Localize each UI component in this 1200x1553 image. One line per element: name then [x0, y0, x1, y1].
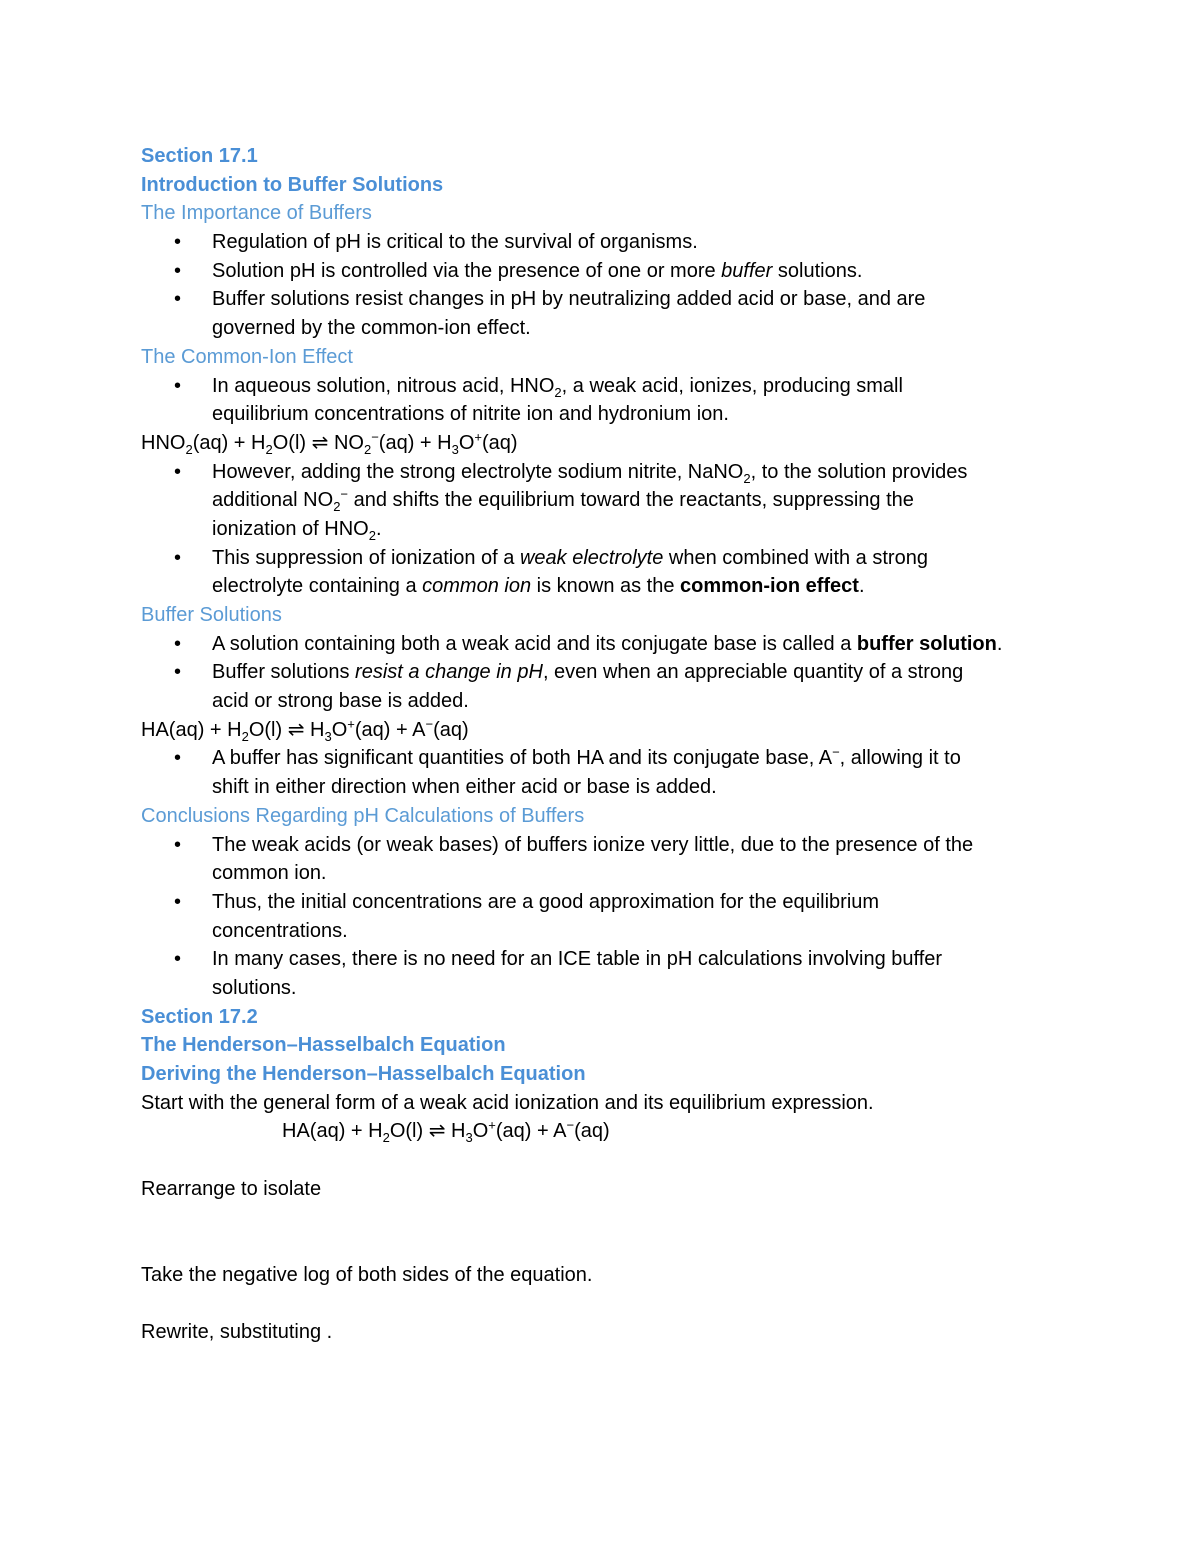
spacer	[141, 1232, 1061, 1261]
list-item-text: Buffer solutions resist changes in pH by neutralizing added acid or base, and are	[212, 288, 926, 311]
list-item-text: .	[858, 575, 865, 598]
list-item-text: , to the solution provides	[750, 460, 968, 483]
equilibrium-arrow-icon: ⇌	[311, 431, 329, 454]
list-item-text: , allowing it to	[839, 747, 961, 770]
list-item-text: , even when an appreciable quantity of a strong	[542, 661, 964, 684]
list-item	[141, 285, 1061, 314]
section-number: Section 17.2	[141, 1005, 258, 1028]
bullet-icon: •	[174, 374, 182, 397]
bullet-icon: •	[174, 259, 182, 282]
section-title: Introduction to Buffer Solutions	[141, 173, 444, 196]
subheading-conclusions: Conclusions Regarding pH Calculations of Buffers	[141, 804, 585, 827]
spacer	[141, 1203, 1061, 1232]
document-body	[141, 142, 1061, 1347]
subheading-importance: The Importance of Buffers	[141, 202, 372, 225]
list-item	[141, 458, 1061, 487]
list-item-continuation	[141, 314, 1061, 343]
subscript: 2	[368, 527, 376, 543]
list-item-text: ionization of HNO	[212, 517, 369, 540]
list-item	[141, 658, 1061, 687]
emphasis-text: common ion	[422, 575, 532, 598]
list-item-text: Solution pH is controlled via the presence of one or more	[212, 259, 722, 282]
list-item-text: , a weak acid, ionizes, producing small	[561, 374, 903, 397]
list-item-text: concentrations.	[212, 919, 348, 942]
spacer	[141, 1146, 1061, 1175]
emphasis-text: weak electrolyte	[519, 546, 664, 569]
list-item-text: This suppression of ionization of a	[212, 546, 520, 569]
bullet-icon: •	[174, 460, 182, 483]
section-number: Section 17.1	[141, 145, 258, 167]
derivation-step: Take the negative log of both sides of the equation.	[141, 1263, 593, 1286]
list-item-text: The weak acids (or weak bases) of buffers ionize very little, due to the presence of the	[212, 833, 974, 856]
emphasis-text: buffer	[721, 259, 773, 282]
equilibrium-arrow-icon: ⇌	[287, 718, 305, 741]
chemical-equation-hno2: $HNO_2(aq) + H_2O(l)$ ⇌ $NO_2^-(aq) + H_3O^+(aq)$	[141, 429, 518, 457]
list-item-text: electrolyte containing a	[212, 575, 423, 598]
derivation-step: Rearrange to isolate	[141, 1177, 322, 1200]
strong-text: buffer solution	[856, 632, 997, 655]
list-item-text: shift in either direction when either acid or base is added.	[212, 776, 717, 799]
list-item	[141, 228, 1061, 257]
bullet-icon: •	[174, 833, 182, 856]
list-item-text: additional NO	[212, 489, 334, 512]
list-item-text: In many cases, there is no need for an ICE table in pH calculations involving buffer	[212, 948, 943, 971]
list-item-continuation	[141, 515, 1061, 544]
list-item	[141, 630, 1061, 659]
bullet-icon: •	[174, 747, 182, 770]
bullet-icon: •	[174, 288, 182, 311]
derivation-step: Start with the general form of a weak acid ionization and its equilibrium expression.	[141, 1091, 874, 1114]
list-item	[141, 888, 1061, 917]
emphasis-text: resist a change in pH	[355, 661, 543, 684]
list-item-text: Thus, the initial concentrations are a good approximation for the equilibrium	[212, 890, 880, 913]
list-item	[141, 831, 1061, 860]
list-item-text: solutions.	[772, 259, 863, 282]
list-item-text: common ion.	[212, 862, 327, 885]
list-item-continuation	[141, 400, 1061, 429]
bullet-icon: •	[174, 661, 182, 684]
subscript: 2	[743, 470, 751, 486]
list-item-text: Buffer solutions	[212, 661, 356, 684]
list-item-text: .	[996, 632, 1003, 655]
list-item-text: solutions.	[212, 976, 297, 999]
list-item-text: is known as the	[531, 575, 681, 598]
list-item-continuation	[141, 974, 1061, 1003]
derivation-step: Rewrite, substituting .	[141, 1321, 333, 1344]
list-item-text: A buffer has significant quantities of both HA and its conjugate base, A	[212, 747, 833, 770]
list-item	[141, 372, 1061, 401]
spacer	[141, 1290, 1061, 1319]
subheading-common-ion: The Common-Ion Effect	[141, 345, 353, 368]
list-item-text: when combined with a strong	[663, 546, 928, 569]
list-item-text: equilibrium concentrations of nitrite ion and hydronium ion.	[212, 403, 729, 426]
list-item-text: acid or strong base is added.	[212, 690, 469, 713]
chemical-equation-ha-indented: $HA(aq) + H_2O(l)$ ⇌ $H_3O^+(aq) + A^-(aq)$	[282, 1117, 610, 1146]
subheading-buffer-solutions: Buffer Solutions	[141, 604, 282, 626]
list-item-text: In aqueous solution, nitrous acid, HNO	[212, 374, 555, 397]
list-item-text: governed by the common-ion effect.	[212, 317, 531, 340]
bullet-icon: •	[174, 890, 182, 913]
bullet-icon: •	[174, 546, 182, 569]
list-item-text: and shifts the equilibrium toward the reactants, suppressing the	[348, 489, 914, 512]
list-item-continuation	[141, 917, 1061, 946]
bullet-icon: •	[174, 948, 182, 971]
list-item-continuation	[141, 687, 1061, 716]
list-item-continuation	[141, 572, 1061, 601]
subscript: 2	[554, 384, 562, 400]
list-item-continuation	[141, 859, 1061, 888]
list-item-text: Regulation of pH is critical to the survival of organisms.	[212, 231, 698, 254]
list-item	[141, 544, 1061, 573]
list-item-text: A solution containing both a weak acid and its conjugate base is called a	[212, 632, 857, 655]
bullet-icon: •	[174, 632, 182, 655]
list-item-text: However, adding the strong electrolyte sodium nitrite, NaNO	[212, 460, 744, 483]
chemical-equation-ha: $HA(aq) + H_2O(l)$ ⇌ $H_3O^+(aq) + A^-(aq)$	[141, 716, 469, 744]
subheading-deriving: Deriving the Henderson–Hasselbalch Equation	[141, 1063, 586, 1085]
list-item	[141, 945, 1061, 974]
list-item-continuation	[141, 773, 1061, 802]
strong-text: common-ion effect	[680, 575, 859, 598]
list-item-continuation	[141, 486, 1061, 515]
equilibrium-arrow-icon: ⇌	[428, 1120, 446, 1143]
bullet-icon: •	[174, 231, 182, 254]
superscript: −	[832, 744, 840, 760]
superscript: −	[340, 486, 349, 502]
list-item-text: .	[375, 517, 382, 540]
list-item	[141, 257, 1061, 286]
section-title: The Henderson–Hasselbalch Equation	[141, 1034, 506, 1057]
subscript: 2	[333, 499, 341, 515]
list-item	[141, 744, 1061, 773]
